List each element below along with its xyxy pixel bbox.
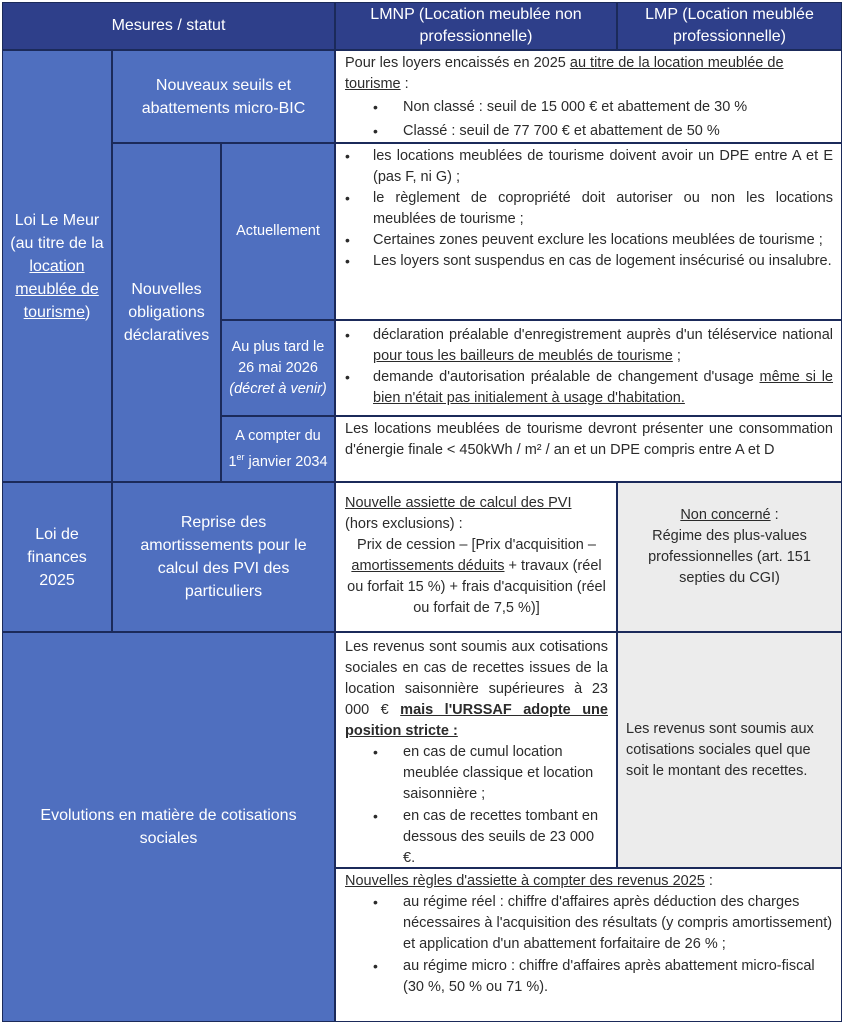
obligations-label: Nouvelles obligations déclaratives — [112, 143, 221, 482]
pvi-label: Reprise des amortissements pour le calcul des PVI des particuliers — [112, 482, 335, 632]
list-item: • Les loyers sont suspendus en cas de logement insécurisé ou insalubre. — [345, 251, 833, 272]
header-lmp: LMP (Location meublée professionnelle) — [617, 2, 842, 50]
non-concerne: Non concerné : — [680, 507, 779, 523]
list-item: • au régime réel : chiffre d'affaires après déduction des charges nécessaires à l'acquisition des résultats (y compris amortissement) et application d'un abattement forfaitaire de 26 % ; — [345, 892, 833, 955]
seuils-intro: Pour les loyers encaissés en 2025 au titre de la location meublée de tourisme : — [345, 55, 784, 92]
pvi-title: Nouvelle assiette de calcul des PVI (hors exclusions) : — [345, 495, 572, 532]
list-item: • déclaration préalable d'enregistrement auprès d'un téléservice national pour tous les bailleurs de meublés de tourisme ; — [345, 325, 833, 367]
loi-le-meur-label: Loi Le Meur (au titre de la location meublée de tourisme) — [2, 50, 112, 482]
mai-2026-content — [335, 320, 842, 416]
list-item: • le règlement de copropriété doit autoriser ou non les locations meublées de tourisme ; — [345, 188, 833, 230]
cotisations-lmnp-content — [335, 632, 617, 868]
list-item: • les locations meublées de tourisme doivent avoir un DPE entre A et E (pas F, ni G) ; — [345, 146, 833, 188]
cotisations-lmp-content: Les revenus sont soumis aux cotisations sociales quel que soit le montant des recettes. — [617, 632, 842, 868]
list-item: • Classé : seuil de 77 700 € et abattement de 50 % — [345, 121, 833, 142]
list-item: • demande d'autorisation préalable de changement d'usage même si le bien n'était pas initialement à usage d'habitation. — [345, 367, 833, 409]
seuils-label: Nouveaux seuils et abattements micro-BIC — [112, 50, 335, 143]
assiette-content — [335, 868, 842, 1022]
assiette-list — [345, 892, 833, 998]
list-item: • Non classé : seuil de 15 000 € et abattement de 30 % — [345, 97, 833, 118]
pvi-lmp-text: Régime des plus-values professionnelles (art. 151 septies du CGI) — [648, 528, 811, 586]
pvi-lmp-content — [617, 482, 842, 632]
cotisations-label: Evolutions en matière de cotisations sociales — [2, 632, 335, 1022]
cotisations-list — [345, 742, 608, 869]
seuils-content — [335, 50, 842, 143]
cotisations-intro: Les revenus sont soumis aux cotisations sociales en cas de recettes issues de la location saisonnière supérieures à 23 000 € mais l'URSSAF adopte une position stricte : — [345, 639, 608, 739]
list-item: • en cas de recettes tombant en dessous des seuils de 23 000 €. — [345, 806, 608, 869]
list-item: • au régime micro : chiffre d'affaires après abattement micro-fiscal (30 %, 50 % ou 71 %). — [345, 956, 833, 998]
actuellement-label: Actuellement — [221, 143, 335, 320]
header-measures: Mesures / statut — [2, 2, 335, 50]
actuellement-content — [335, 143, 842, 320]
header-lmnp: LMNP (Location meublée non professionnelle) — [335, 2, 617, 50]
janvier-2034-label: A compter du 1er janvier 2034 — [221, 416, 335, 482]
mai-2026-list — [345, 325, 833, 409]
janvier-2034-content: Les locations meublées de tourisme devront présenter une consommation d'énergie finale < 450kWh / m² / an et un DPE compris entre A et D — [335, 416, 842, 482]
assiette-title: Nouvelles règles d'assiette à compter des revenus 2025 : — [345, 873, 713, 889]
actuellement-list — [345, 146, 833, 272]
list-item: • en cas de cumul location meublée classique et location saisonnière ; — [345, 742, 608, 805]
loi-finances-label: Loi de finances 2025 — [2, 482, 112, 632]
pvi-formula: Prix de cession – [Prix d'acquisition – amortissements déduits + travaux (réel ou forfait 15 %) + frais d'acquisition (réel ou forfait de 7,5 %)] — [347, 537, 606, 616]
list-item: • Certaines zones peuvent exclure les locations meublées de tourisme ; — [345, 230, 833, 251]
mai-2026-label: Au plus tard le 26 mai 2026 (décret à venir) — [221, 320, 335, 416]
seuils-list — [345, 97, 833, 142]
pvi-lmnp-content — [335, 482, 617, 632]
